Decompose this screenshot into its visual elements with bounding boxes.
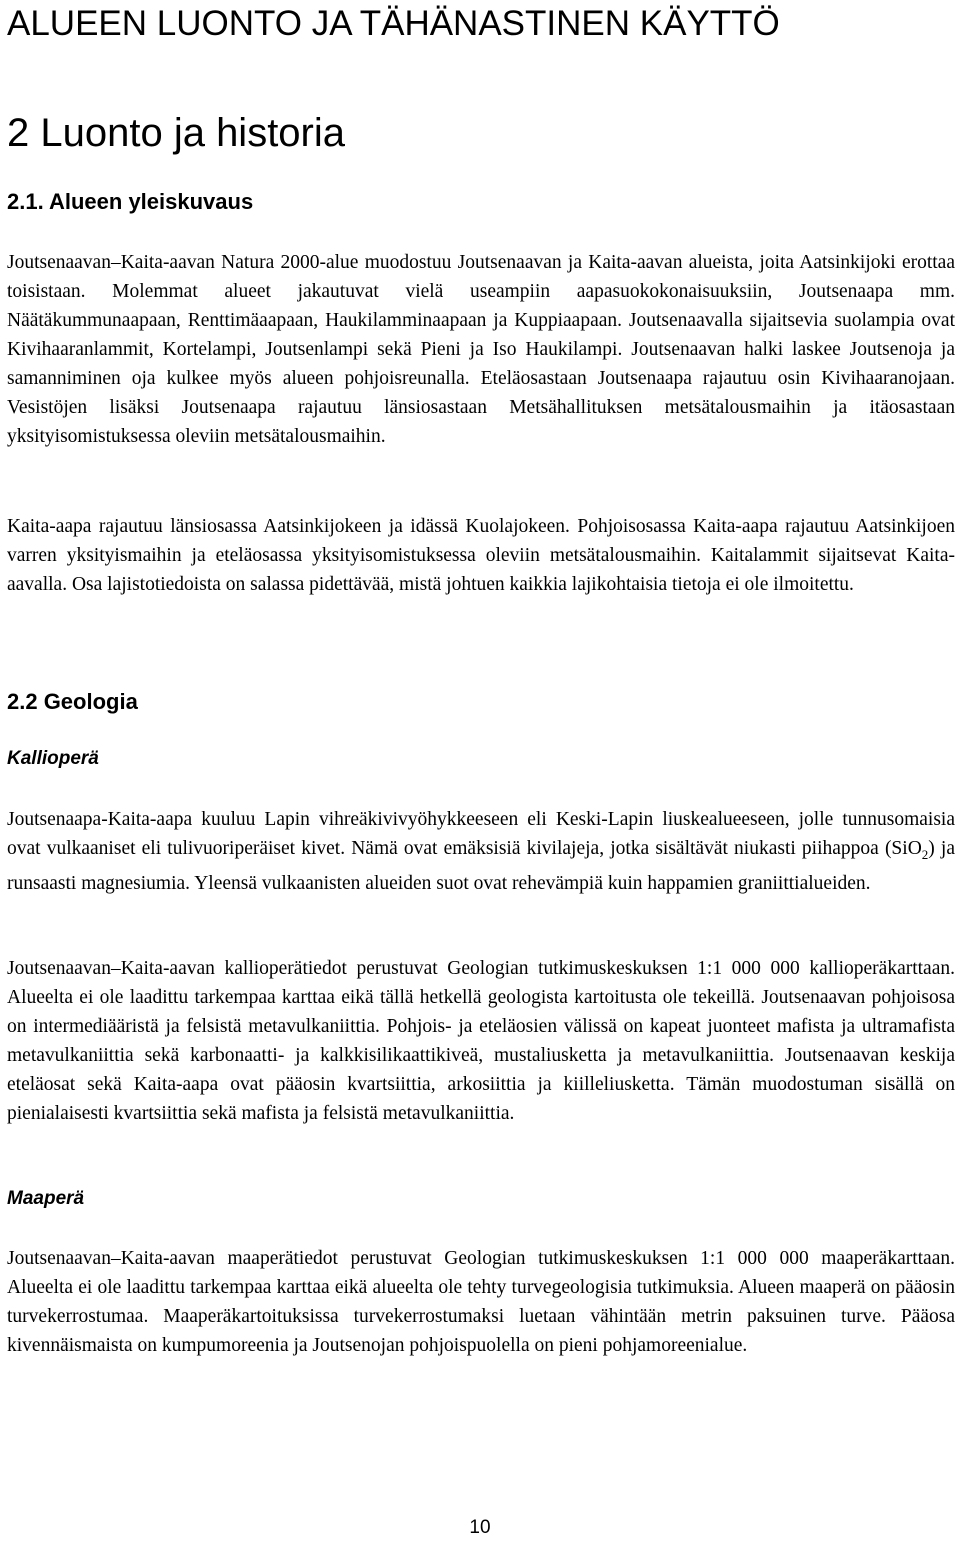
paragraph-bedrock-1-text-a: Joutsenaapa-Kaita-aapa kuuluu Lapin vihreäkivivyöhykkeeseen eli Keski-Lapin liuskealueeseen, jolle tunnusomaisia ovat vulkaaniset eli tulivuoriperäiset kivet. Nämä ovat emäksisiä kivilajeja, jotka sisältävät niukasti piihappoa (SiO	[7, 809, 955, 859]
subheading-maaperä: Maaperä	[7, 1188, 85, 1209]
paragraph-soil: Joutsenaavan–Kaita-aavan maaperätiedot perustuvat Geologian tutkimuskeskuksen 1:1 000 000 maaperäkarttaan. Alueelta ei ole laadittu tarkempaa karttaa eikä alueelta ole tehty turvegeologisia tutkimuksia. Alueen maaperä on pääosin turvekerrostumaa. Maaperäkartoituksissa turvekerrostumaksi luetaan vähintään metrin paksuinen turve. Pääosa kivennäismaista on kumpumoreenia ja Joutsenojan pohjoispuolella on pieni pohjamoreenialue.	[7, 1248, 955, 1356]
paragraph-overview-2: Kaita-aapa rajautuu länsiosassa Aatsinkijokeen ja idässä Kuolajokeen. Pohjoisosassa Kaita-aapa rajautuu Aatsinkijoen varren yksityismaihin ja eteläosassa yksityisomistuksessa oleviin metsätalousmaihin. Kaitalammit sijaitsevat Kaita-aavalla. Osa lajistotiedoista on salassa pidettävää, mistä johtuen kaikkia lajikohtaisia tietoja ei ole ilmoitettu.	[7, 516, 955, 595]
page-number: 10	[469, 1517, 491, 1538]
section-heading-2-2: 2.2 Geologia	[7, 689, 138, 714]
paragraph-bedrock-1-text-b: ) ja runsaasti magnesiumia. Yleensä vulkaanisten alueiden suot ovat rehevämpiä kuin happamien graniittialueiden.	[7, 838, 955, 894]
main-heading: ALUEEN LUONTO JA TÄHÄNASTINEN KÄYTTÖ	[7, 4, 780, 43]
paragraph-bedrock-1	[7, 805, 955, 898]
subscript-2: 2	[921, 846, 929, 862]
section-heading-2-1: 2.1. Alueen yleiskuvaus	[7, 189, 254, 214]
chapter-heading: 2 Luonto ja historia	[7, 111, 346, 155]
paragraph-overview-1: Joutsenaavan–Kaita-aavan Natura 2000-alue muodostuu Joutsenaavan ja Kaita-aavan alueista, joita Aatsinkijoki erottaa toisistaan. Molemmat alueet jakautuvat vielä useampiin aapasuokokonaisuuksiin, Joutsenaapa mm. Näätäkummunaapaan, Renttimäaapaan, Haukilamminaapaan ja Kuppiaapaan. Joutsenaavalla sijaitsevia suolampia ovat Kivihaaranlammit, Kortelampi, Joutsenlampi sekä Pieni ja Iso Haukilampi. Joutsenaavan halki laskee Joutsenoja ja samanniminen oja kulkee myös alueen pohjoisreunalla. Eteläosastaan Joutsenaapa rajautuu osin Kivihaaranojaan. Vesistöjen lisäksi Joutsenaapa rajautuu länsiosastaan Metsähallituksen metsätalousmaihin ja itäosastaan yksityisomistuksessa oleviin metsätalousmaihin.	[7, 252, 955, 447]
paragraph-bedrock-2: Joutsenaavan–Kaita-aavan kallioperätiedot perustuvat Geologian tutkimuskeskuksen 1:1 000 000 kallioperäkarttaan. Alueelta ei ole laadittu tarkempaa karttaa eikä tällä hetkellä geologista kartoitusta ole tekeillä. Joutsenaavan pohjoisosa on intermediääristä ja felsistä metavulkaniittia. Pohjois- ja eteläosien välissä on kapeat juonteet mafista ja ultramafista metavulkaniittia sekä karbonaatti- ja kalkkisilikaattikiveä, mustaliusketta ja metavulkaniittia. Joutsenaavan keskija eteläosat sekä Kaita-aapa ovat pääosin kvartsiittia, arkosiittia ja kiilleliusketta. Tämän muodostuman sisällä on pienialaisesti kvartsiittia sekä mafista ja felsistä metavulkaniittia.	[7, 958, 955, 1124]
subheading-kallioperä: Kallioperä	[7, 748, 99, 769]
